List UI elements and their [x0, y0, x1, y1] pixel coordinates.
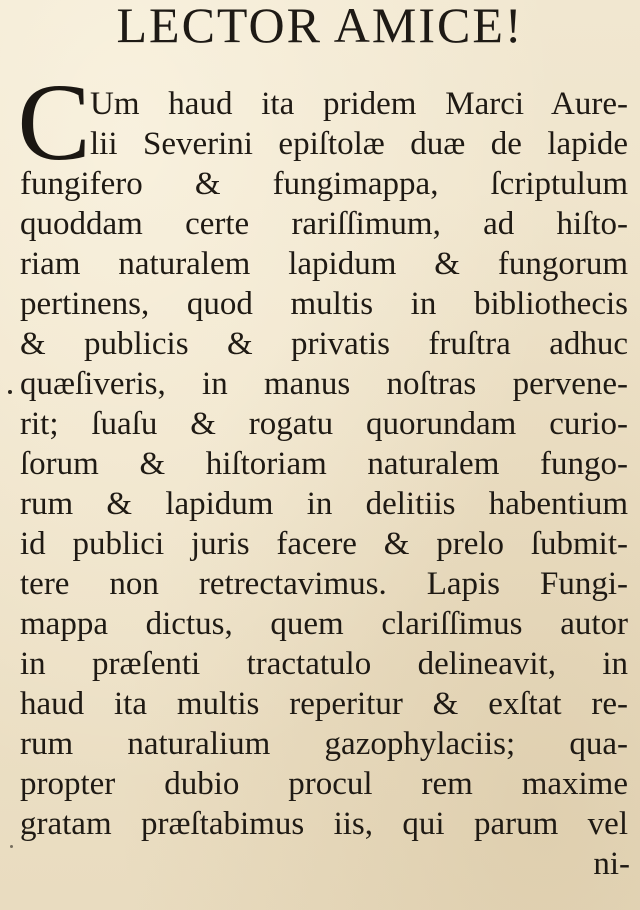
- text-line: rum & lapidum in delitiis habentium: [20, 486, 628, 522]
- text-line: lii Severini epiſtolæ duæ de lapide: [90, 126, 628, 162]
- text-line: rum naturalium gazophylaciis; qua-: [20, 726, 628, 762]
- text-line: & publicis & privatis fruſtra adhuc: [20, 326, 628, 362]
- text-line: rit; ſuaſu & rogatu quorundam curio-: [20, 406, 628, 442]
- page-heading: LECTOR AMICE!: [116, 0, 524, 53]
- text-line: riam naturalem lapidum & fungorum: [20, 246, 628, 282]
- text-line: quæſiveris, in manus noſtras pervene-: [20, 366, 628, 402]
- text-line: mappa dictus, quem clariſſimus autor: [20, 606, 628, 642]
- text-line: ſorum & hiſtoriam naturalem fungo-: [20, 446, 628, 482]
- text-line: id publici juris facere & prelo ſubmit-: [20, 526, 628, 562]
- text-line: quoddam certe rariſſimum, ad hiſto-: [20, 206, 628, 242]
- text-line: fungifero & fungimappa, ſcriptulum: [20, 166, 628, 202]
- text-line: tere non retrectavimus. Lapis Fungi-: [20, 566, 628, 602]
- text-line: pertinens, quod multis in bibliothecis: [20, 286, 628, 322]
- text-line: Um haud ita pridem Marci Aure-: [90, 86, 628, 122]
- text-line: gratam præſtabimus iis, qui parum vel: [20, 806, 628, 842]
- text-line: propter dubio procul rem maxime: [20, 766, 628, 802]
- catchword: ni-: [593, 846, 630, 882]
- ink-speck: [10, 845, 13, 848]
- drop-cap: C: [17, 61, 91, 183]
- text-line: haud ita multis reperitur & exſtat re-: [20, 686, 628, 722]
- text-line: in præſenti tractatulo delineavit, in: [20, 646, 628, 682]
- ink-speck: [8, 390, 12, 394]
